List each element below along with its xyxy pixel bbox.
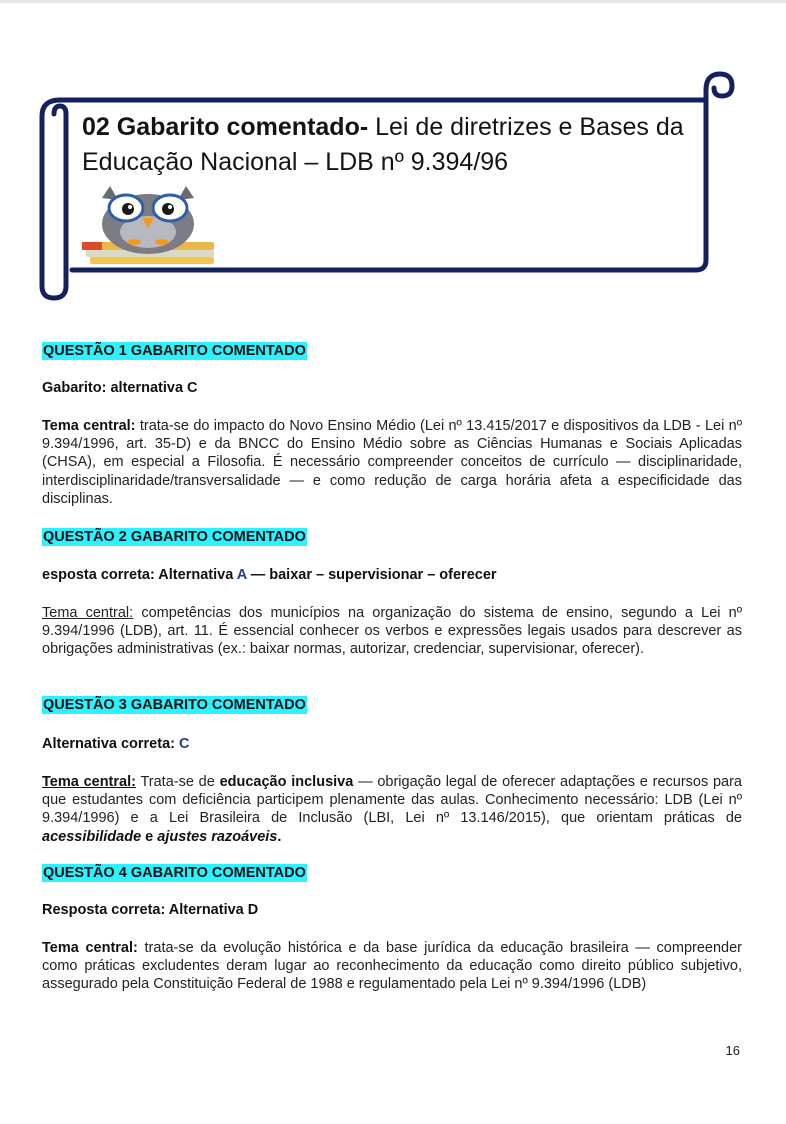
answer-text: Resposta correta: Alternativa D: [42, 902, 259, 918]
tema-central-label: Tema central:: [42, 605, 134, 621]
explanation-text: trata-se da evolução histórica e da base jurídica da educação brasileira — compreender como práticas excludentes deram lugar ao reconhecimento da educação como direito público subjetivo, assegurado pela Constituição Federal de 1988 e regulamentado pela Lei nº 9.394/1996 (LDB): [42, 940, 742, 993]
explanation-text-a: Trata-se de: [135, 774, 220, 790]
question-1-answer: [42, 380, 198, 396]
question-2-explanation: [42, 604, 742, 659]
question-3-heading: QUESTÃO 3 GABARITO COMENTADO: [43, 697, 306, 713]
question-1-explanation: [42, 417, 742, 508]
question-4-heading: QUESTÃO 4 GABARITO COMENTADO: [43, 865, 306, 881]
explanation-reasonable-adjustments: ajustes razoáveis: [157, 828, 278, 845]
answer-suffix: — baixar – supervisionar – oferecer: [246, 567, 497, 583]
tema-central-label: Tema central:: [42, 418, 136, 434]
explanation-text-c: — obrigação legal de oferecer adaptações e recursos para que estudantes com deficiência participem plenamente das aulas. Conhecimento necessário: LDB (Lei nº 9.394/1996) e a Lei Brasileira de Inclusão (LBI, Lei nº 13.146/2015), que orientam práticas de: [42, 774, 742, 827]
page-title: [82, 110, 712, 180]
answer-prefix: Alternativa correta:: [42, 736, 179, 752]
question-1-heading: QUESTÃO 1 GABARITO COMENTADO: [43, 343, 306, 359]
explanation-text: trata-se do impacto do Novo Ensino Médio (Lei nº 13.415/2017 e dispositivos da LDB - Lei nº 9.394/1996, art. 35-D) e da BNCC do Ensino Médio sobre as Ciências Humanas e Sociais Aplicadas (CHSA), em especial a Filosofia. É necessário compreender conceitos de currículo — disciplinaridade, interdisciplinaridade/transversalidade — e como redução de carga horária afeta a especificidade das disciplinas.: [42, 418, 742, 507]
owl-on-books-illustration: [80, 180, 220, 266]
tema-central-label: Tema central:: [42, 774, 136, 790]
answer-prefix: esposta correta: Alternativa: [42, 567, 237, 583]
question-2-heading: QUESTÃO 2 GABARITO COMENTADO: [43, 529, 306, 545]
explanation-accessibility: acessibilidade: [42, 828, 142, 845]
page-title-rest: Lei de diretrizes e Bases da Educação Nacional – LDB nº 9.394/96: [82, 113, 684, 176]
explanation-text-e: e: [141, 828, 158, 845]
answer-letter: C: [179, 736, 190, 752]
question-2-answer: [42, 567, 497, 583]
question-4-explanation: [42, 939, 742, 994]
explanation-text: competências dos municípios na organização do sistema de ensino, segundo a Lei nº 9.394/1996 (LDB), art. 11. É essencial conhecer os verbos e expressões legais usados para descrever as obrigações administrativas (ex.: baixar normas, autorizar, credenciar, supervisionar, oferecer).: [42, 605, 743, 658]
tema-central-label: Tema central:: [42, 940, 138, 956]
question-3-answer: [42, 736, 189, 752]
answer-letter: A: [236, 567, 247, 583]
top-border: [0, 0, 786, 3]
explanation-bold-term: educação inclusiva: [219, 774, 354, 790]
question-4-answer: [42, 902, 258, 918]
question-3-explanation: [42, 773, 742, 846]
page-number: 16: [725, 1043, 740, 1058]
page-title-bold: 02 Gabarito comentado-: [82, 113, 369, 141]
explanation-text-g: .: [277, 828, 282, 845]
answer-text: Gabarito: alternativa C: [42, 380, 198, 396]
